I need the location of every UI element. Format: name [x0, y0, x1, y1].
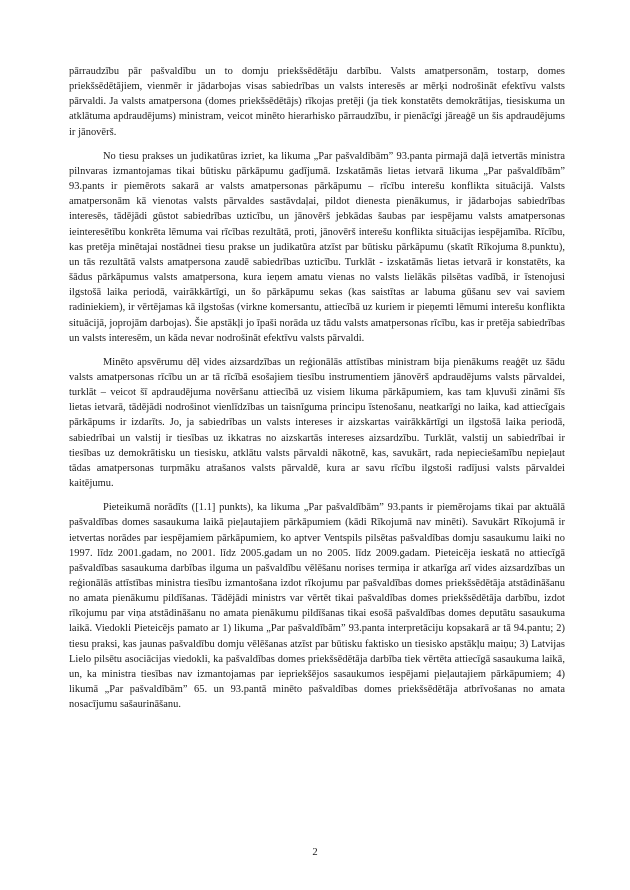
- paragraph-3: Minēto apsvērumu dēļ vides aizsardzības un reģionālās attīstības ministram bija pienākums reaģēt uz šādu valsts amatpersonas rīcību un ar tā rīcībā esošajiem tiesību instrumentiem jānovērš apdraudējums valsts pārvaldei, turklāt – veicot šī apdraudējuma novēršanu attiecībā uz visiem likuma pārkāpumiem, kas tam kļuvuši zināmi šīs lietas ietvarā, tādējādi nodrošinot vienlīdzības un taisnīguma principu īstenošanu, neatkarīgi no laika, kad attiecīgais pārkāpums ir izdarīts. Jo, ja sabiedrības un valsts intereses ir aizskartas vairākkārtīgi un ilgstošā laika periodā, sabiedrībai un valstij ir tiesības uz ikkatras no aizskartās intereses aizsardzību. Turklāt, valstij un sabiedrībai ir tiesības uz demokrātisku un tiesisku, atklātu valsts pārvaldi nākotnē, kas, savukārt, rada nepieciešamību nepieļaut tādas amatpersonas turpmāku atrašanos valsts pārvaldē, kura ar savu rīcību ilgstoši radījusi valsts pārvaldei kaitējumu.: [69, 356, 565, 490]
- paragraph-2: No tiesu prakses un judikatūras izriet, ka likuma „Par pašvaldībām” 93.panta pirmajā daļā ietvertās ministra pilnvaras izmantojamas tikai būtisku pārkāpumu gadījumā. Izskatāmās lietas ietvarā likuma „Par pašvaldībām” 93.pants ir piemērots sakarā ar valsts amatpersonas pārkāpumu – rīcību interešu konflikta situācijā. Valsts amatpersonām kā vienotas valsts pārvaldes sastāvdaļai, pildot dienesta pienākumus, ir jādarbojas sabiedrības interesēs, tādējādi gūstot sabiedrības uzticību, un jānovērš jebkādas šaubas par iespējamu valsts amatpersonas ieinteresētību konkrēta lēmuma vai rīcības rezultātā, proti, jānovērš interešu konflikta situācijas iespējamība. Rīcību, kas pretēja minētajai nostādnei tiesu prakse un judikatūra atzīst par būtisku pārkāpumu (skatīt Rīkojuma 8.punktu), un tās rezultātā valsts amatpersona zaudē sabiedrības uzticību. Turklāt - izskatāmās lietas ietvarā ir konstatēts, ka šādus pārkāpumus valsts amatpersona, kura ieņem amatu vienas no valsts lielākās pilsētas vadībā, ir īstenojusi ilgstošā laika periodā, vairākkārtīgi, un šo pārkāpumu sekas (kas saistītas ar labuma gūšanu sev vai saviem radiniekiem), ir vērtējamas kā ilgstošas (virkne komersantu, attiecībā uz kuriem ir pieņemti lēmumi interešu konflikta situācijā, joprojām darbojas). Šie apstākļi jo īpaši norāda uz tādu valsts amatpersonas rīcību, kas ir pretēja sabiedrības un valsts interesēm, un kāda nevar nodrošināt efektīvu valsts pārvaldi.: [69, 150, 565, 344]
- page-number: 2: [312, 847, 318, 858]
- paragraph-1: pārraudzību pār pašvaldību un to domju priekšsēdētāju darbību. Valsts amatpersonām, tostarp, domes priekšsēdētājiem, vienmēr ir jādarbojas visas sabiedrības un valsts interesēs ar mērķi nodrošināt efektīvu valsts pārvaldi. Ja valsts amatpersona (domes priekšsēdētājs) rīkojas pretēji (ja tiek konstatēts demokrātijas, tiesiskuma un atklātuma apdraudējums) ministram, veicot minēto hierarhisko pārraudzību, ir pienācīgi jāreaģē un šis apdraudējums ir jānovērš.: [69, 66, 565, 138]
- paragraph-4: Pieteikumā norādīts ([1.1] punkts), ka likuma „Par pašvaldībām” 93.pants ir piemērojams tikai par aktuālā pašvaldības domes sasaukuma laikā pieļautajiem pārkāpumiem (kādi Rīkojumā nav minēti). Savukārt Rīkojumā ir ietvertas norādes par iespējamiem pārkāpumiem, ko aptver Ventspils pilsētas pašvaldības domju sasaukumu laiki no 1997. līdz 2001.gadam, no 2001. līdz 2005.gadam un no 2005. līdz 2009.gadam. Pieteicēja ieskatā no attiecīgā pašvaldības sasaukuma darbības ilguma un pašvaldību vēlēšanu norises termiņa ir atkarīga arī vides aizsardzības un reģionālās attīstības ministra tiesību izmantošana izdot rīkojumu par pašvaldības domes priekšsēdētāja atstādināšanu no amata pienākumu pildīšanas. Tādējādi ministrs var vērtēt tikai pašvaldības domes priekšsēdētāja darbību, izdot rīkojumu par viņa atstādināšanu no amata pienākumu pildīšanas tikai esošā pašvaldības domes deputātu sasaukuma laikā. Viedokli Pieteicējs pamato ar 1) likuma „Par pašvaldībām” 93.panta interpretāciju kopsakarā ar tā 94.pantu; 2) tiesu praksi, kas jaunas pašvaldību domju vēlēšanas atzīst par būtisku faktisko un tiesisko apstākļu maiņu; 3) Latvijas Lielo pilsētu asociācijas viedokli, ka pašvaldības domes priekšsēdētāja darbība tiek vērtēta attiecīgā sasaukuma laikā, un, ka ministra tiesības nav izmantojamas par iepriekšējos sasaukumos iespējami pieļautajiem pārkāpumiem; 4) likumā „Par pašvaldībām” 65. un 93.pantā minēto pašvaldības domes priekšsēdētāja atbrīvošanas no amata nosacījumu sašaurināšanu.: [69, 502, 565, 711]
